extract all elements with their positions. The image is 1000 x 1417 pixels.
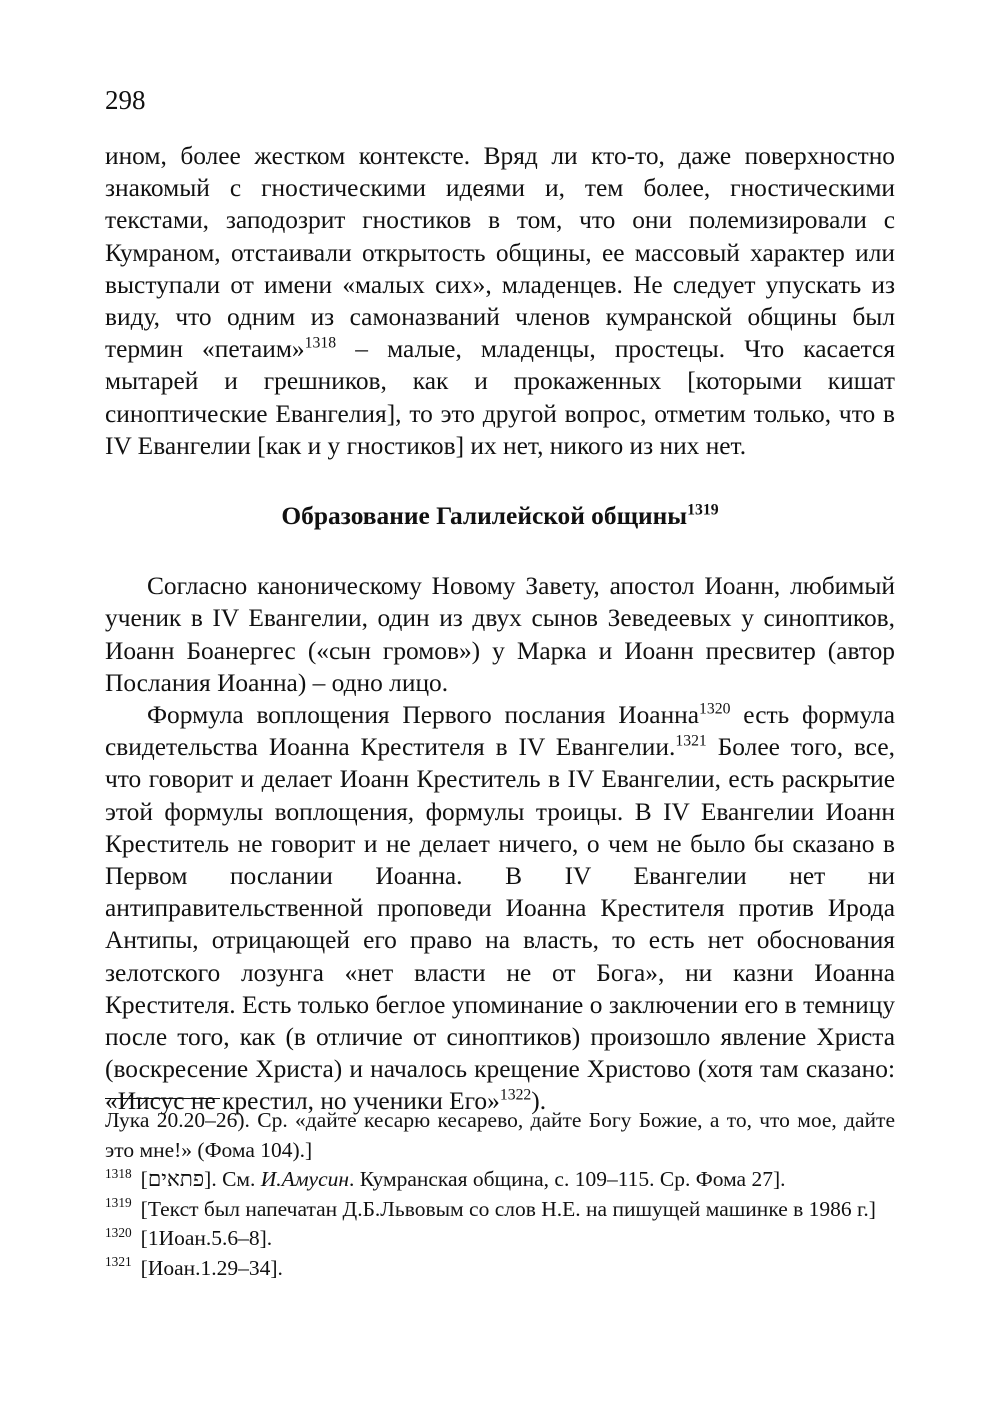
footnote-number: 1319 — [105, 1195, 132, 1211]
footnote-1318 — [105, 1165, 895, 1195]
page-number: 298 — [105, 85, 146, 115]
footnotes — [105, 1098, 895, 1283]
paragraph-1-text-end: – малые, младенцы, простецы. Что касается мытарей и грешников, как и прокаженных [которыми кишат синоптические Евангелия], то это другой вопрос, отметим только, что в IV Евангелии [как и у гностиков] их нет, никого из них нет. — [105, 335, 895, 460]
footnote-text: [Иоан.1.29–34]. — [140, 1255, 283, 1280]
footnote-1319 — [105, 1195, 895, 1225]
paragraph-1-text: ином, более жестком контексте. Вряд ли кто-то, даже поверхностно знакомый с гностическими идеями и, тем более, гностическими текстами, заподозрит гностиков в том, что они полемизировали с Кумраном, отстаивали открытость общины, ее массовый характер или выступали от имени «малых сих», младенцев. Не следует упускать из виду, что одним из самоназваний членов кумранской общины был термин «петаим» — [105, 142, 895, 364]
footnote-ref-1320[interactable]: 1320 — [699, 700, 731, 718]
footnote-ref-1322[interactable]: 1322 — [499, 1087, 532, 1105]
footnote-ref-1318[interactable]: 1318 — [304, 334, 337, 352]
paragraph-3-text-d: ). — [531, 1087, 547, 1116]
footnote-number: 1320 — [105, 1224, 132, 1240]
section-heading — [105, 500, 895, 532]
paragraph-3-text-b: есть формула свидетельства Иоанна Крестителя в IV Евангелии. — [105, 701, 895, 762]
footnote-number: 1318 — [105, 1165, 132, 1181]
footnote-1320 — [105, 1224, 895, 1254]
footnote-number: 1321 — [105, 1254, 132, 1270]
footnote-continuation: Лука 20.20–26). Ср. «дайте кесарю кесарево, дайте Богу Божие, а то, что мое, дайте это мне!» (Фома 104).] — [105, 1108, 895, 1162]
paragraph-2: Согласно каноническому Новому Завету, апостол Иоанн, любимый ученик в IV Евангелии, один из двух сынов Зеведеевых у синоптиков, Иоанн Боанергес («сын громов») у Марка и Иоанн пресвитер (автор Послания Иоанна) – одно лицо. — [105, 572, 895, 697]
footnote-ref-1319[interactable]: 1319 — [687, 501, 719, 519]
paragraph-3 — [105, 699, 895, 1118]
footnote-1321 — [105, 1254, 895, 1284]
footnote-text: [Текст был напечатан Д.Б.Львовым со слов Н.Е. на пишущей машинке в 1986 г.] — [140, 1196, 876, 1221]
section-heading-text: Образование Галилейской общины — [281, 502, 688, 531]
footnote-text: [1Иоан.5.6–8]. — [140, 1226, 273, 1250]
footnote-rule — [105, 1098, 220, 1099]
paragraph-3-text-c: Более того, все, что говорит и делает Иоанн Креститель в IV Евангелии, есть раскрытие этой формулы воплощения, формулы троицы. В IV Евангелии Иоанн Креститель не говорит и не делает ничего, о чем не было бы сказано в Первом послании Иоанна. В IV Евангелии нет ни антиправительственной проповеди Иоанна Крестителя против Ирода Антипы, отрицающей его право на власть, то есть нет обоснования зелотского лозунга «нет власти не от Бога», ни казни Иоанна Крестителя. Есть только беглое упоминание о заключении его в темницу после того, как (в отличие от синоптиков) произошло явление Христа (воскресение Христа) и началось крещение Христово (хотя там сказано: «Иисус не крестил, но ученики Его» — [105, 733, 895, 1116]
paragraph-3-text-a: Формула воплощения Первого послания Иоанна — [147, 701, 700, 730]
footnote-ref-1321[interactable]: 1321 — [675, 732, 707, 750]
footnote-text: [פתאים]. См. — [140, 1167, 261, 1191]
footnote-text-end: . Кумранская община, с. 109–115. Ср. Фома 27]. — [349, 1167, 786, 1191]
footnote-author: И.Амусин — [260, 1167, 350, 1191]
paragraph-1 — [105, 140, 895, 462]
main-text — [105, 140, 895, 1118]
